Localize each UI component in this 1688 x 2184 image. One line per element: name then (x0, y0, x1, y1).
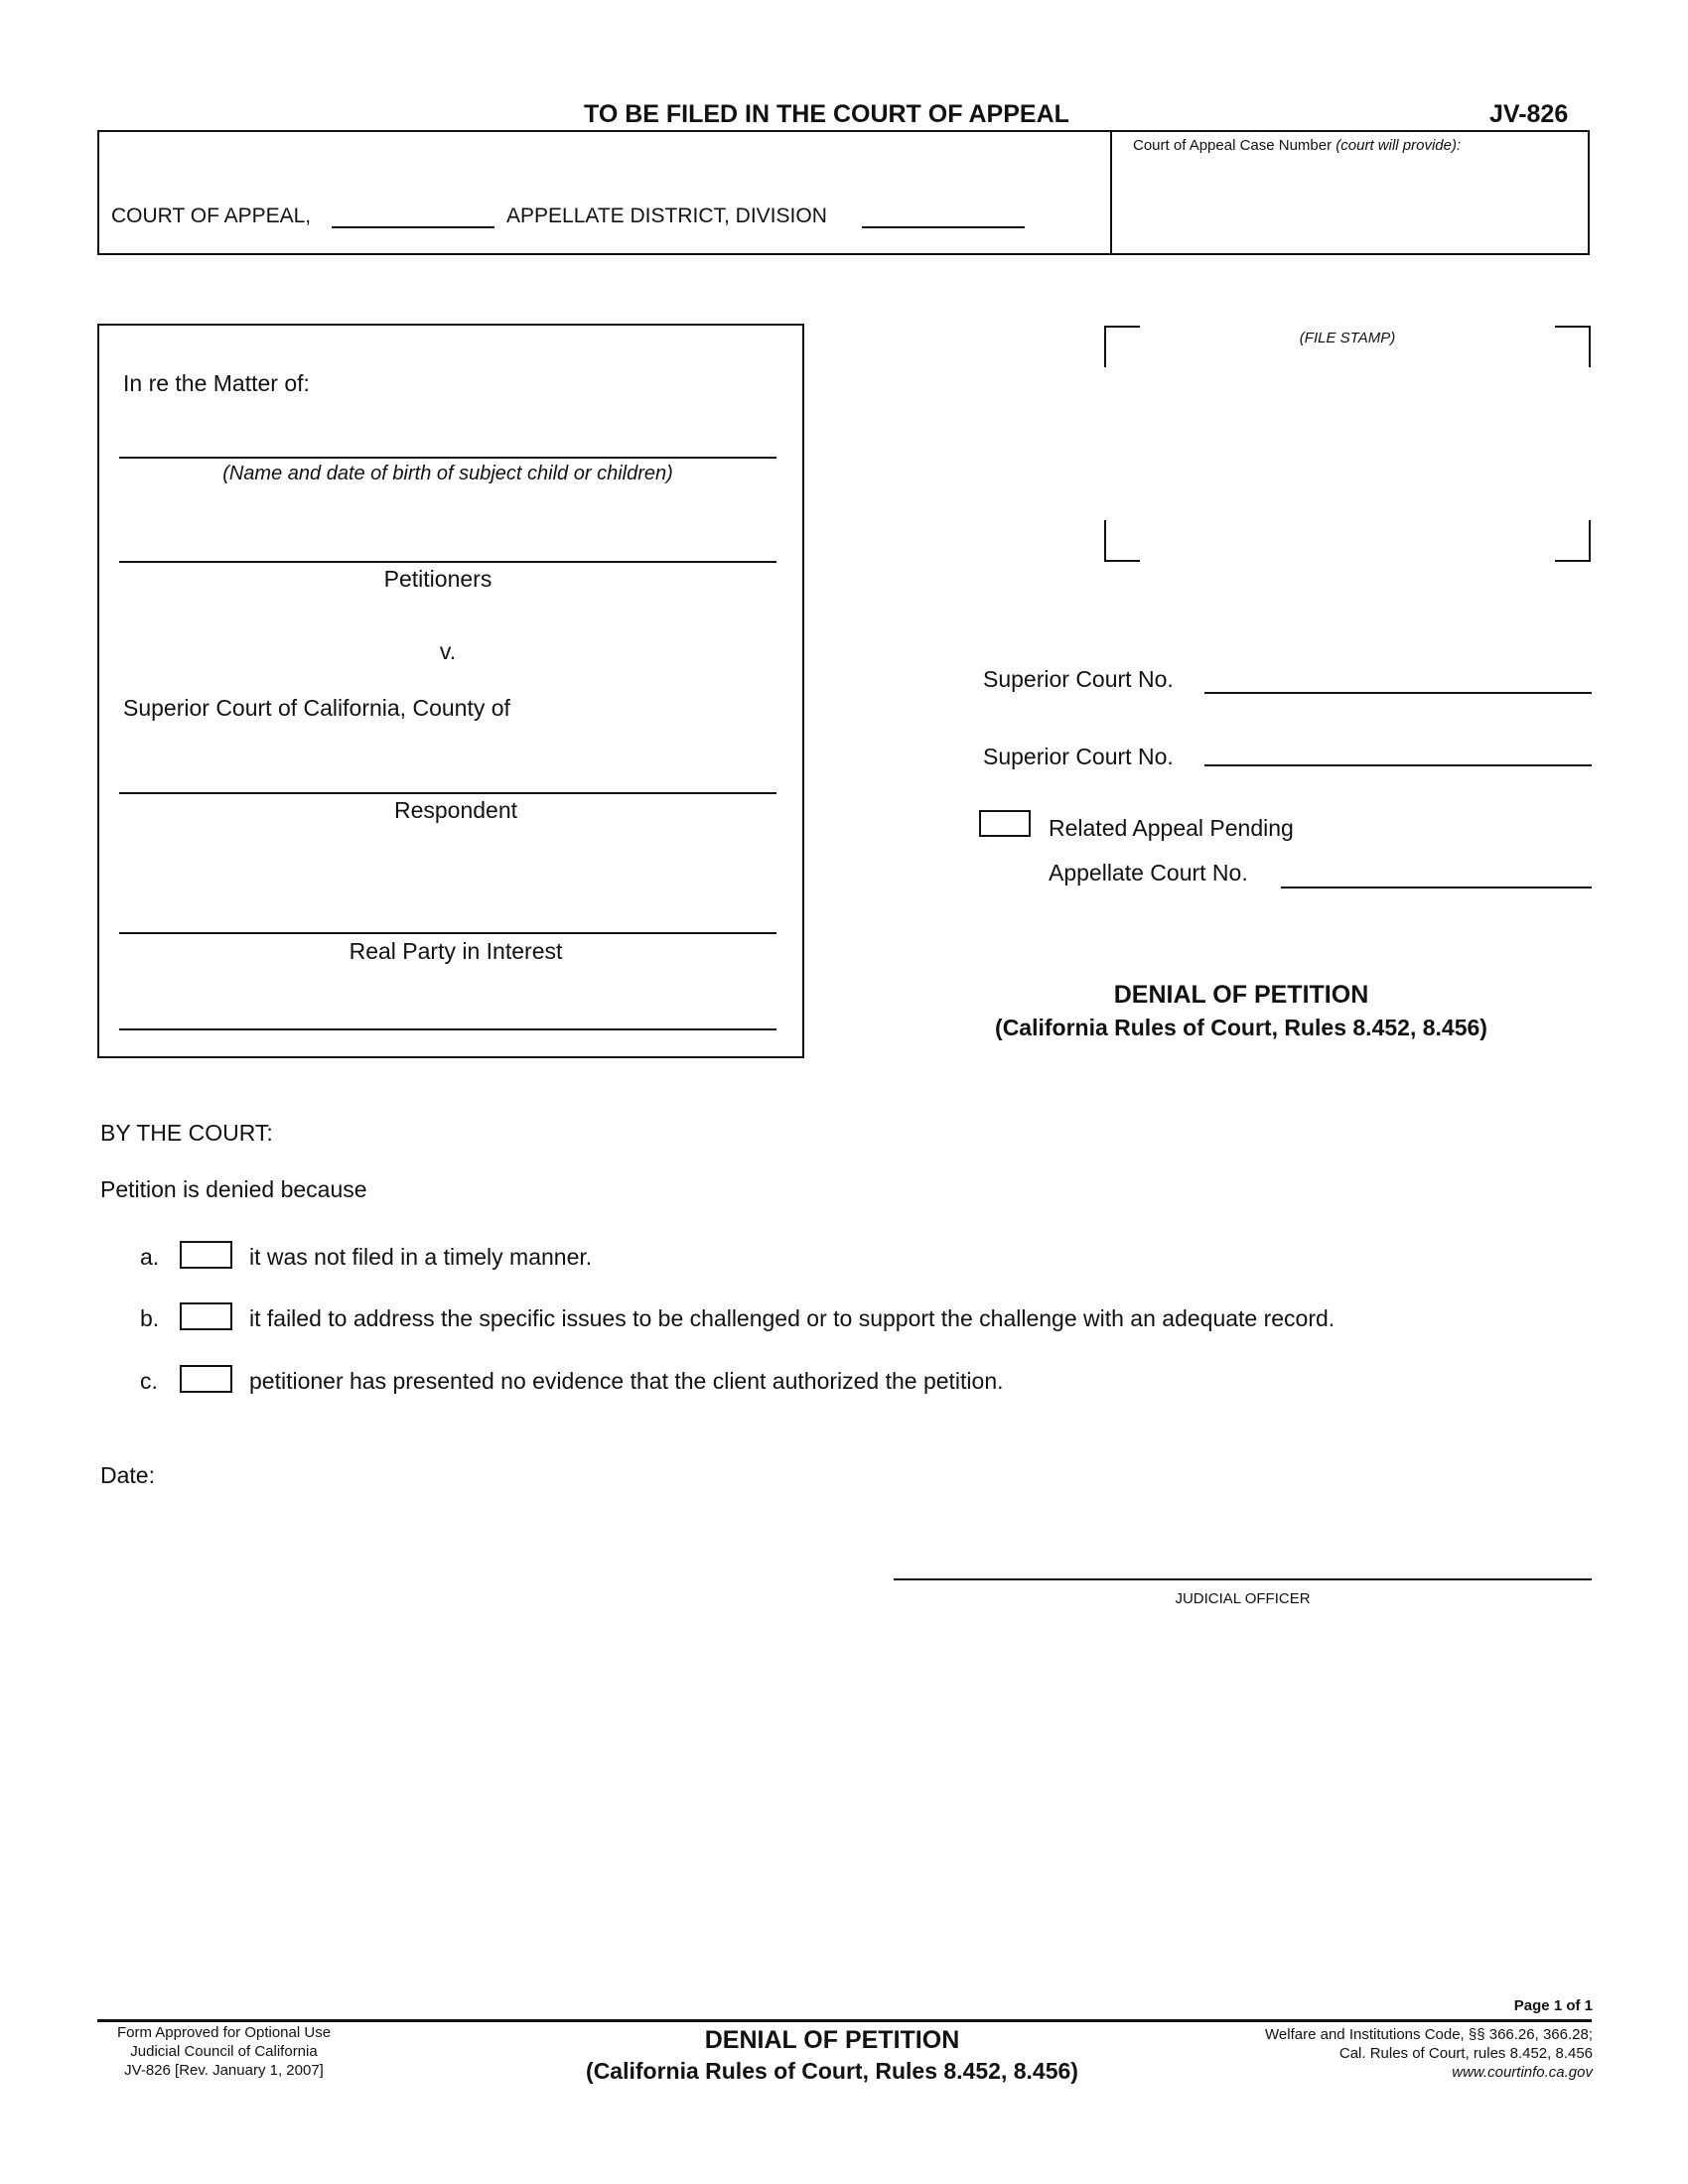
versus-label: v. (439, 638, 457, 664)
superior-court-no-field-1[interactable] (1204, 692, 1592, 694)
superior-court-label: Superior Court of California, County of (123, 695, 510, 721)
footer-website-link[interactable]: www.courtinfo.ca.gov (1452, 2064, 1593, 2081)
reason-b-text: it failed to address the specific issues to be challenged or to support the challenge with an adequate record. (249, 1305, 1336, 1331)
reason-c-checkbox[interactable] (180, 1365, 232, 1393)
division-field[interactable] (862, 226, 1025, 228)
reason-a-checkbox[interactable] (180, 1241, 232, 1269)
related-appeal-checkbox[interactable] (979, 810, 1031, 837)
superior-court-no-label-2: Superior Court No. (983, 744, 1174, 769)
footer-title: DENIAL OF PETITION (704, 2026, 960, 2054)
reason-a-letter: a. (140, 1244, 160, 1270)
petitioners-label: Petitioners (383, 566, 492, 592)
footer-title-rules: (California Rules of Court, Rules 8.452, 8.456) (586, 2058, 1078, 2084)
footer-right (1142, 2025, 1593, 2082)
denied-because-label: Petition is denied because (100, 1176, 367, 1202)
date-label: Date: (100, 1462, 155, 1488)
file-stamp-corner-bl (1104, 520, 1140, 562)
case-number-label: Court of Appeal Case Number (court will provide): (1133, 137, 1462, 154)
form-title: DENIAL OF PETITION (1113, 981, 1369, 1009)
judicial-officer-signature-line[interactable] (894, 1578, 1592, 1580)
footer-left-line-2: Judicial Council of California (130, 2043, 318, 2060)
reason-b-checkbox[interactable] (180, 1302, 232, 1330)
reason-a-text: it was not filed in a timely manner. (249, 1244, 593, 1270)
filing-note: TO BE FILED IN THE COURT OF APPEAL (584, 100, 1069, 128)
real-party-label: Real Party in Interest (349, 938, 563, 964)
real-party-field[interactable] (119, 932, 776, 934)
form-title-rules: (California Rules of Court, Rules 8.452, 8.456) (995, 1015, 1487, 1040)
form-number: JV-826 (1489, 100, 1569, 128)
by-the-court-label: BY THE COURT: (100, 1120, 273, 1146)
file-stamp-corner-br (1555, 520, 1591, 562)
extra-caption-field[interactable] (119, 1028, 776, 1030)
header-divider (1110, 130, 1112, 255)
footer-left-line-1: Form Approved for Optional Use (116, 2024, 332, 2041)
respondent-label: Respondent (393, 797, 518, 823)
superior-court-no-label-1: Superior Court No. (983, 666, 1174, 692)
reason-c-text: petitioner has presented no evidence that the client authorized the petition. (249, 1368, 1004, 1394)
court-of-appeal-label: COURT OF APPEAL, (111, 205, 312, 227)
petitioners-field[interactable] (119, 561, 776, 563)
footer-rule (97, 2019, 1592, 2022)
appellate-court-no-label: Appellate Court No. (1049, 860, 1248, 886)
court-of-appeal-field[interactable] (332, 226, 494, 228)
in-re-label: In re the Matter of: (123, 370, 310, 396)
child-name-field[interactable] (119, 457, 776, 459)
county-field[interactable] (119, 792, 776, 794)
related-appeal-label: Related Appeal Pending (1049, 815, 1294, 841)
judicial-officer-label: JUDICIAL OFFICER (1175, 1590, 1311, 1607)
footer-left-line-3: JV-826 [Rev. January 1, 2007] (124, 2062, 324, 2079)
footer-right-line-1: Welfare and Institutions Code, §§ 366.26, 366.28; (1265, 2026, 1593, 2043)
reason-b-letter: b. (140, 1305, 160, 1331)
name-dob-hint: (Name and date of birth of subject child or children) (222, 463, 673, 484)
case-number-note: (court will provide): (1336, 137, 1462, 154)
page-number: Page 1 of 1 (1513, 1997, 1593, 2014)
reason-c-letter: c. (140, 1368, 158, 1394)
superior-court-no-field-2[interactable] (1204, 764, 1592, 766)
file-stamp-label: (FILE STAMP) (1299, 330, 1396, 346)
appellate-district-label: APPELLATE DISTRICT, DIVISION (506, 205, 827, 227)
appellate-court-no-field[interactable] (1281, 887, 1592, 888)
footer-left (97, 2023, 351, 2080)
footer-right-line-2: Cal. Rules of Court, rules 8.452, 8.456 (1338, 2045, 1593, 2062)
